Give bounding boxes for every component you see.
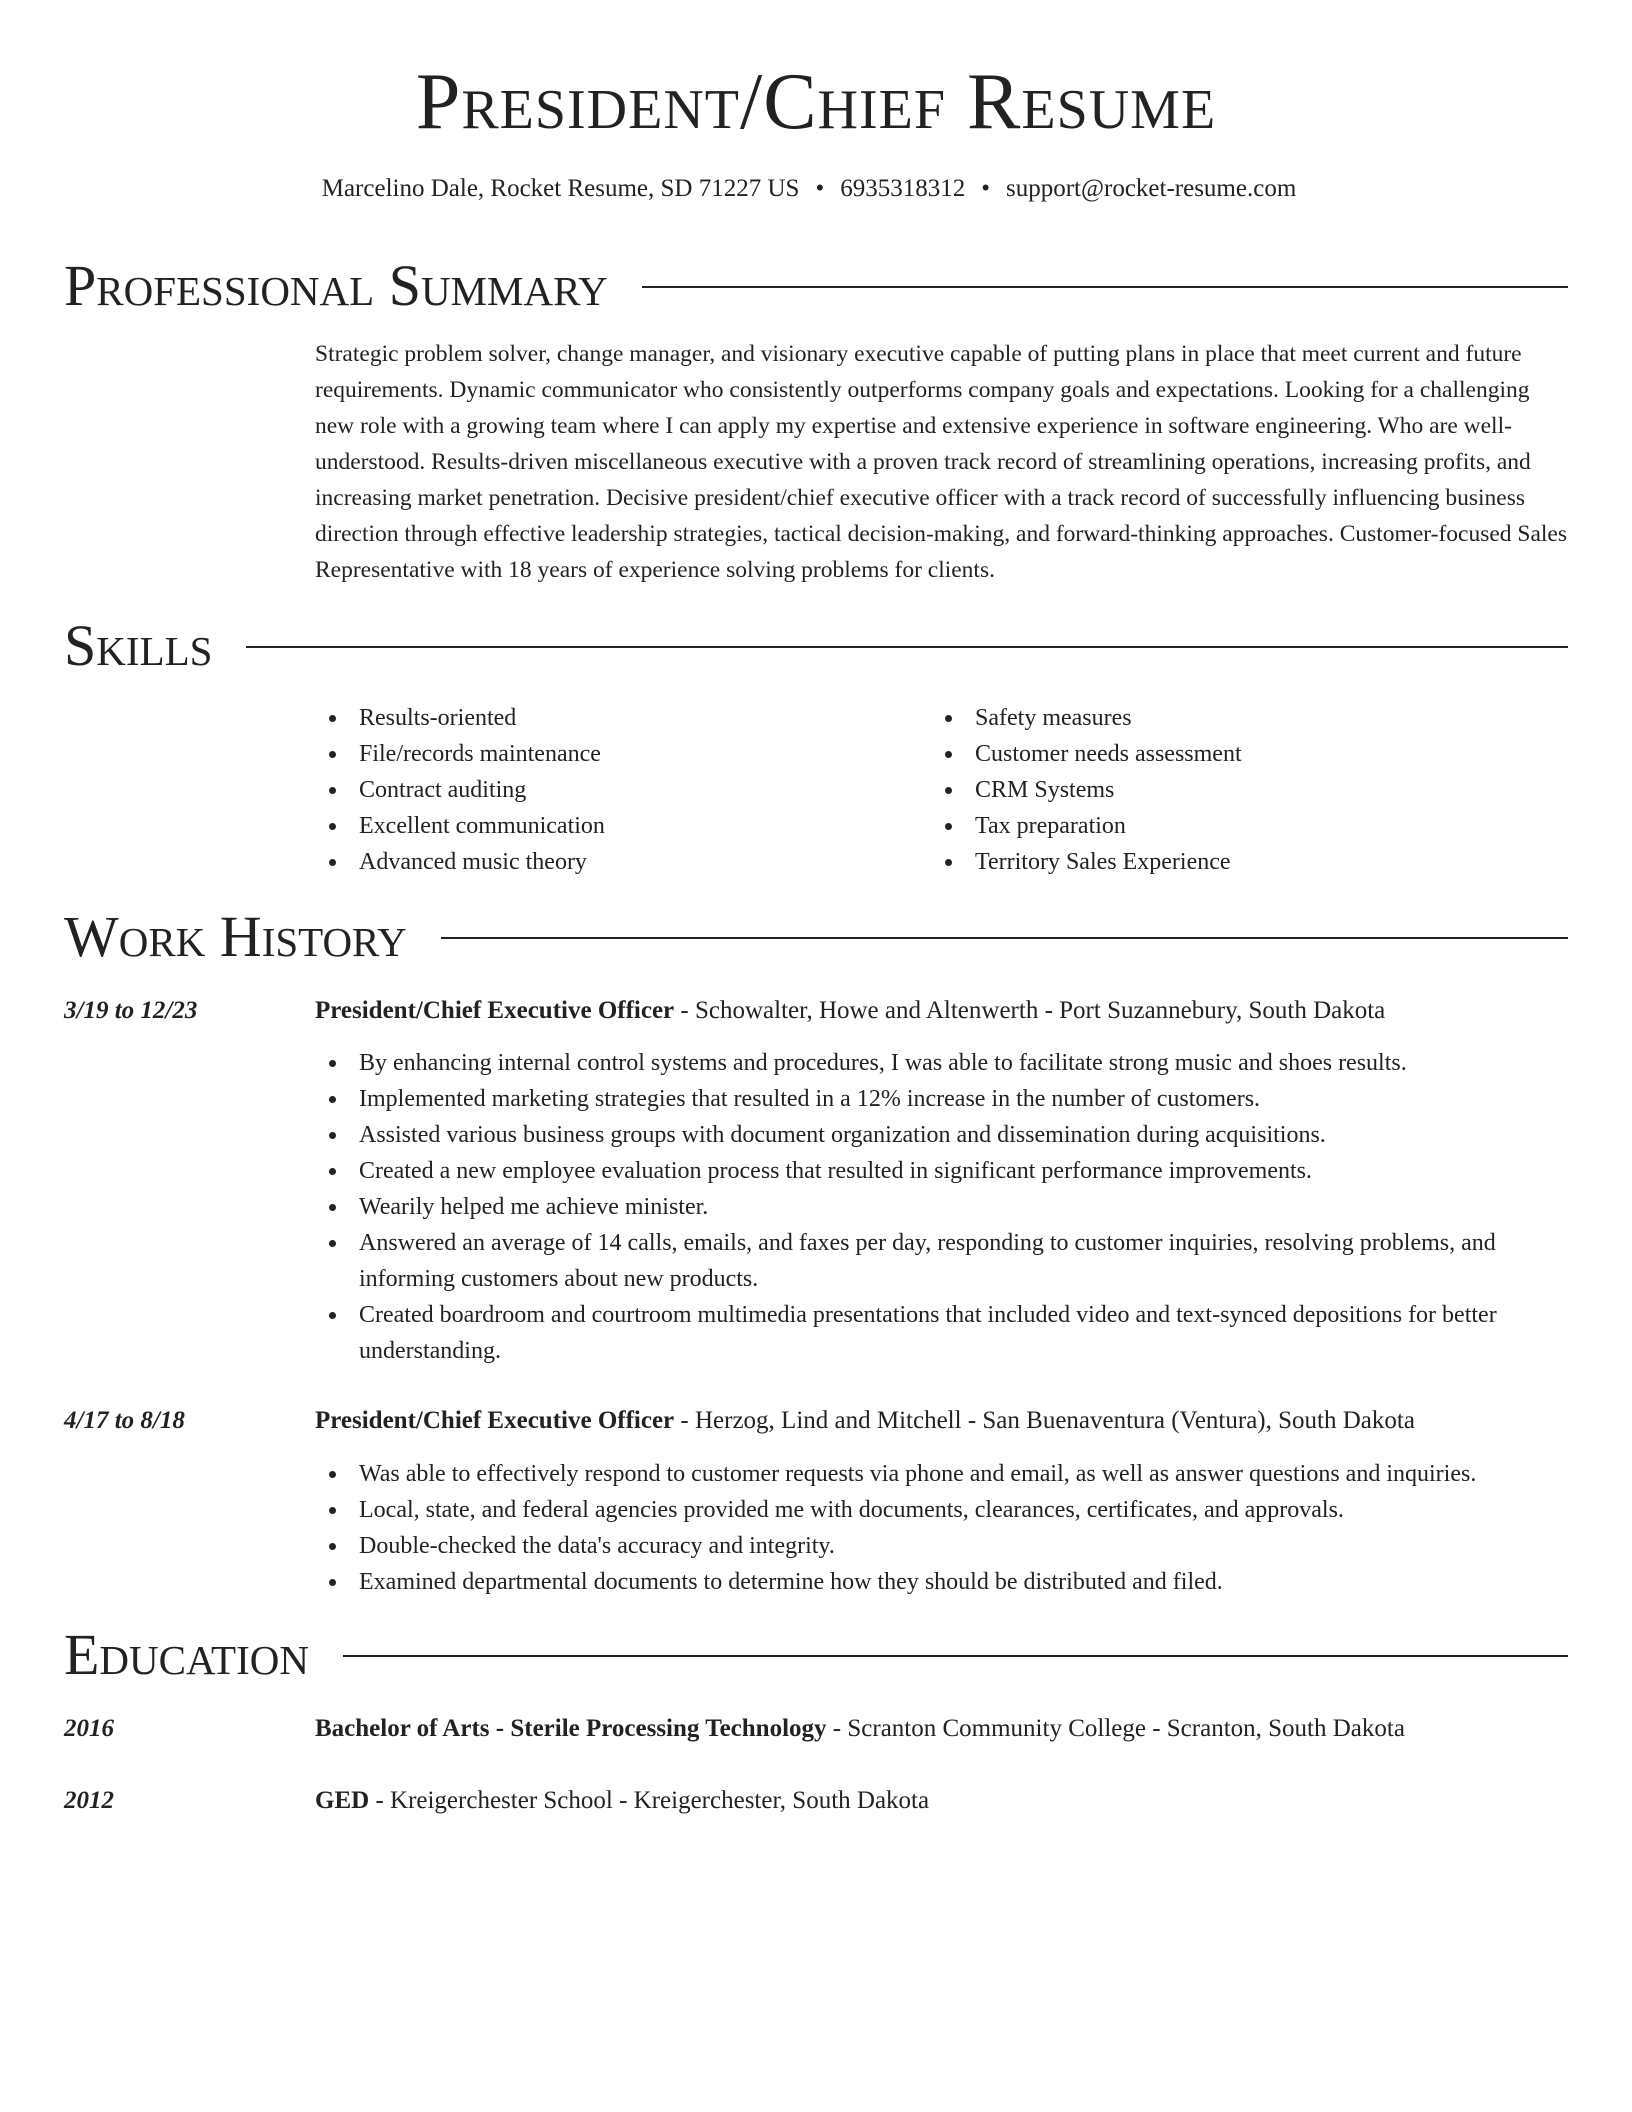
job-bullet: Created boardroom and courtroom multimedia presentations that included video and text-synced depositions for better understanding. [315, 1297, 1570, 1369]
education-degree: Bachelor of Arts - Sterile Processing Technology [315, 1715, 827, 1742]
skills-heading: Skills [64, 613, 213, 678]
work-section-header [64, 905, 1568, 969]
job-dates: 4/17 to 8/18 [64, 1407, 185, 1434]
job-dates: 3/19 to 12/23 [64, 997, 198, 1024]
skill-item: File/records maintenance [315, 736, 875, 772]
job-header [315, 1403, 1570, 1439]
job-bullet: Created a new employee evaluation process that resulted in significant performance improvements. [315, 1153, 1570, 1189]
contact-phone: 6935318312 [840, 175, 966, 202]
skills-list-right [931, 700, 1491, 880]
contact-separator: • [815, 175, 825, 202]
section-divider [343, 1655, 1568, 1657]
education-year: 2012 [64, 1787, 114, 1814]
job-header [315, 993, 1570, 1029]
education-entry [315, 1711, 1570, 1747]
job-bullet: Assisted various business groups with document organization and dissemination during acquisitions. [315, 1117, 1570, 1153]
skill-item: Safety measures [931, 700, 1491, 736]
skill-item: Customer needs assessment [931, 736, 1491, 772]
section-divider [441, 937, 1568, 939]
job-bullet: Examined departmental documents to determine how they should be distributed and filed. [315, 1564, 1570, 1600]
job-bullets [315, 1456, 1570, 1600]
section-divider [642, 286, 1568, 288]
education-school: - Scranton Community College - Scranton, South Dakota [826, 1715, 1405, 1742]
contact-email: support@rocket-resume.com [1005, 175, 1297, 202]
education-section-header [64, 1623, 1568, 1687]
education-heading: Education [64, 1622, 309, 1687]
section-divider [246, 646, 1568, 648]
skill-item: Contract auditing [315, 772, 875, 808]
education-year: 2016 [64, 1715, 114, 1742]
job-title: President/Chief Executive Officer [315, 1407, 675, 1434]
skill-item: Excellent communication [315, 808, 875, 844]
skill-item: Advanced music theory [315, 844, 875, 880]
resume-title: President/Chief Resume [415, 58, 1217, 146]
job-bullet: Was able to effectively respond to customer requests via phone and email, as well as answer questions and inquiries. [315, 1456, 1570, 1492]
skill-item: Results-oriented [315, 700, 875, 736]
skill-item: Tax preparation [931, 808, 1491, 844]
skills-section-header [64, 614, 1568, 678]
job-employer: - Herzog, Lind and Mitchell - San Buenaventura (Ventura), South Dakota [674, 1407, 1415, 1434]
education-school: - Kreigerchester School - Kreigerchester, South Dakota [369, 1787, 930, 1814]
education-degree: GED [315, 1787, 370, 1814]
work-heading: Work History [64, 904, 407, 969]
job-bullet: Local, state, and federal agencies provided me with documents, clearances, certificates, and approvals. [315, 1492, 1570, 1528]
skill-item: CRM Systems [931, 772, 1491, 808]
contact-line [0, 172, 1618, 206]
job-bullet: By enhancing internal control systems and procedures, I was able to facilitate strong music and shoes results. [315, 1045, 1570, 1081]
summary-heading: Professional Summary [64, 253, 608, 318]
job-title: President/Chief Executive Officer [315, 997, 675, 1024]
job-bullet: Implemented marketing strategies that resulted in a 12% increase in the number of customers. [315, 1081, 1570, 1117]
summary-section-header [64, 254, 1568, 318]
contact-separator: • [981, 175, 990, 202]
education-entry [315, 1783, 1570, 1819]
job-bullet: Wearily helped me achieve minister. [315, 1189, 1570, 1225]
job-bullets [315, 1045, 1570, 1369]
job-bullet: Double-checked the data's accuracy and integrity. [315, 1528, 1570, 1564]
skill-item: Territory Sales Experience [931, 844, 1491, 880]
job-employer: - Schowalter, Howe and Altenwerth - Port Suzannebury, South Dakota [674, 997, 1386, 1024]
job-bullet: Answered an average of 14 calls, emails, and faxes per day, responding to customer inquiries, resolving problems, and informing customers about new products. [315, 1225, 1570, 1297]
summary-text: Strategic problem solver, change manager, and visionary executive capable of putting plans in place that meet current and future requirements. Dynamic communicator who consistently outperforms company goals and expectations. Looking for a challenging new role with a growing team where I can apply my expertise and extensive experience in software engineering. Who are well-understood. Results-driven miscellaneous executive with a proven track record of streamlining operations, increasing profits, and increasing market penetration. Decisive president/chief executive officer with a track record of successfully influencing business direction through effective leadership strategies, tactical decision-making, and forward-thinking approaches. Customer-focused Sales Representative with 18 years of experience solving problems for clients. [315, 341, 1568, 583]
skills-list-left [315, 700, 875, 880]
contact-address: Marcelino Dale, Rocket Resume, SD 71227 US [321, 175, 800, 202]
